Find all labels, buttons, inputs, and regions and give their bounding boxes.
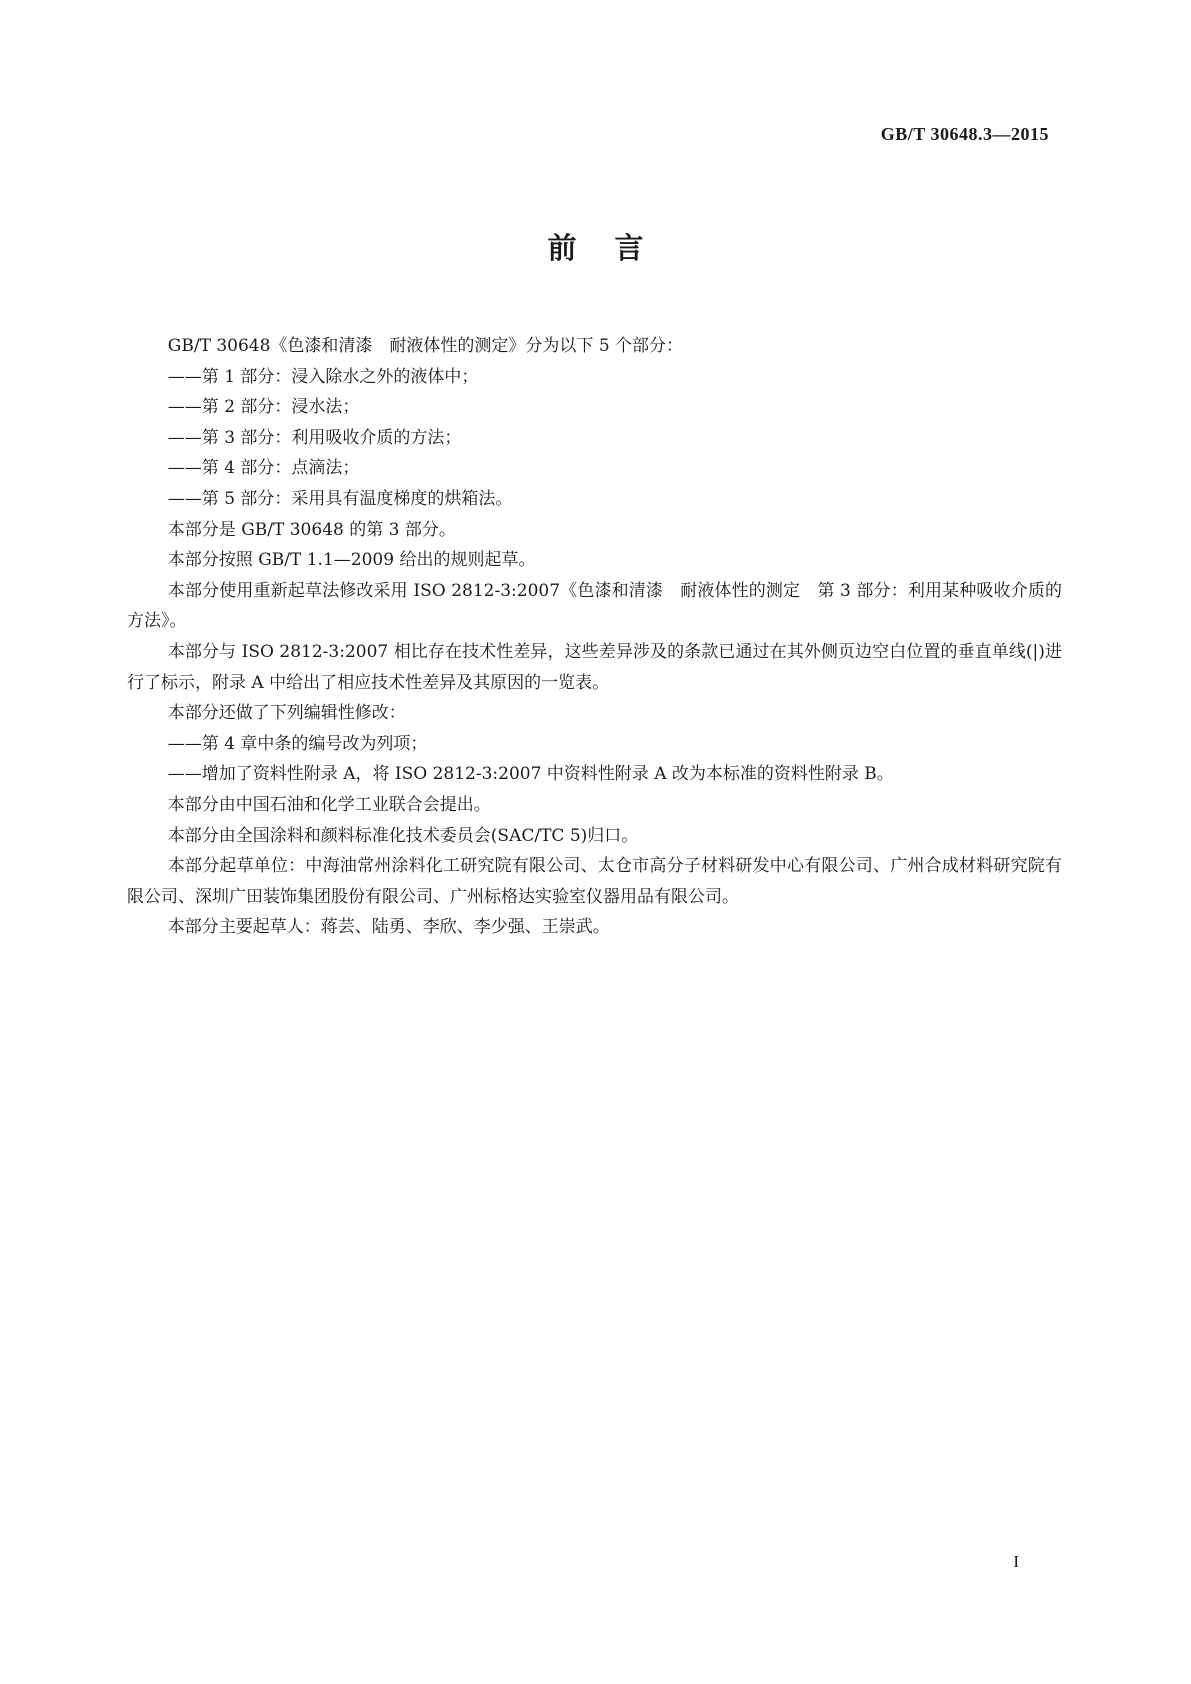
paragraph: 本部分主要起草人：蒋芸、陆勇、李欣、李少强、王崇武。	[167, 917, 610, 938]
page-title: 前言	[547, 231, 682, 265]
paragraph: 本部分还做了下列编辑性修改：	[167, 703, 406, 724]
paragraph: GB/T 30648《色漆和清漆 耐液体性的测定》分为以下 5 个部分：	[167, 336, 684, 356]
page-number: I	[1013, 1552, 1019, 1571]
list-item: ——第 2 部分：浸水法；	[167, 397, 360, 418]
standard-code: GB/T 30648.3—2015	[880, 124, 1049, 144]
list-item: ——增加了资料性附录 A，将 ISO 2812-3:2007 中资料性附录 A 改为本标准的资料性附录 B。	[167, 764, 894, 785]
paragraph: 本部分起草单位：中海油常州涂料化工研究院有限公司、太仓市高分子材料研发中心有限公司、广州合成材料研究院有限公司、深圳广田装饰集团股份有限公司、广州标格达实验室仪器用品有限公司。	[127, 856, 1062, 907]
paragraph: 本部分使用重新起草法修改采用 ISO 2812-3:2007《色漆和清漆 耐液体性的测定 第 3 部分：利用某种吸收介质的方法》。	[127, 580, 1062, 632]
paragraph: 本部分由全国涂料和颜料标准化技术委员会(SAC/TC 5)归口。	[167, 825, 639, 846]
list-item: ——第 1 部分：浸入除水之外的液体中；	[167, 366, 479, 387]
paragraph: 本部分由中国石油和化学工业联合会提出。	[167, 794, 491, 815]
paragraph: 本部分与 ISO 2812-3:2007 相比存在技术性差异，这些差异涉及的条款已通过在其外侧页边空白位置的垂直单线(|)进行了标示，附录 A 中给出了相应技术性差异及其原因的一览表。	[127, 641, 1062, 693]
preface-body	[127, 331, 1062, 943]
list-item: ——第 4 部分：点滴法；	[167, 458, 360, 479]
paragraph: 本部分是 GB/T 30648 的第 3 部分。	[167, 519, 456, 540]
paragraph: 本部分按照 GB/T 1.1—2009 给出的规则起草。	[167, 550, 536, 571]
list-item: ——第 5 部分：采用具有温度梯度的烘箱法。	[167, 488, 513, 509]
list-item: ——第 3 部分：利用吸收介质的方法；	[167, 427, 462, 448]
list-item: ——第 4 章中条的编号改为列项；	[167, 733, 428, 754]
